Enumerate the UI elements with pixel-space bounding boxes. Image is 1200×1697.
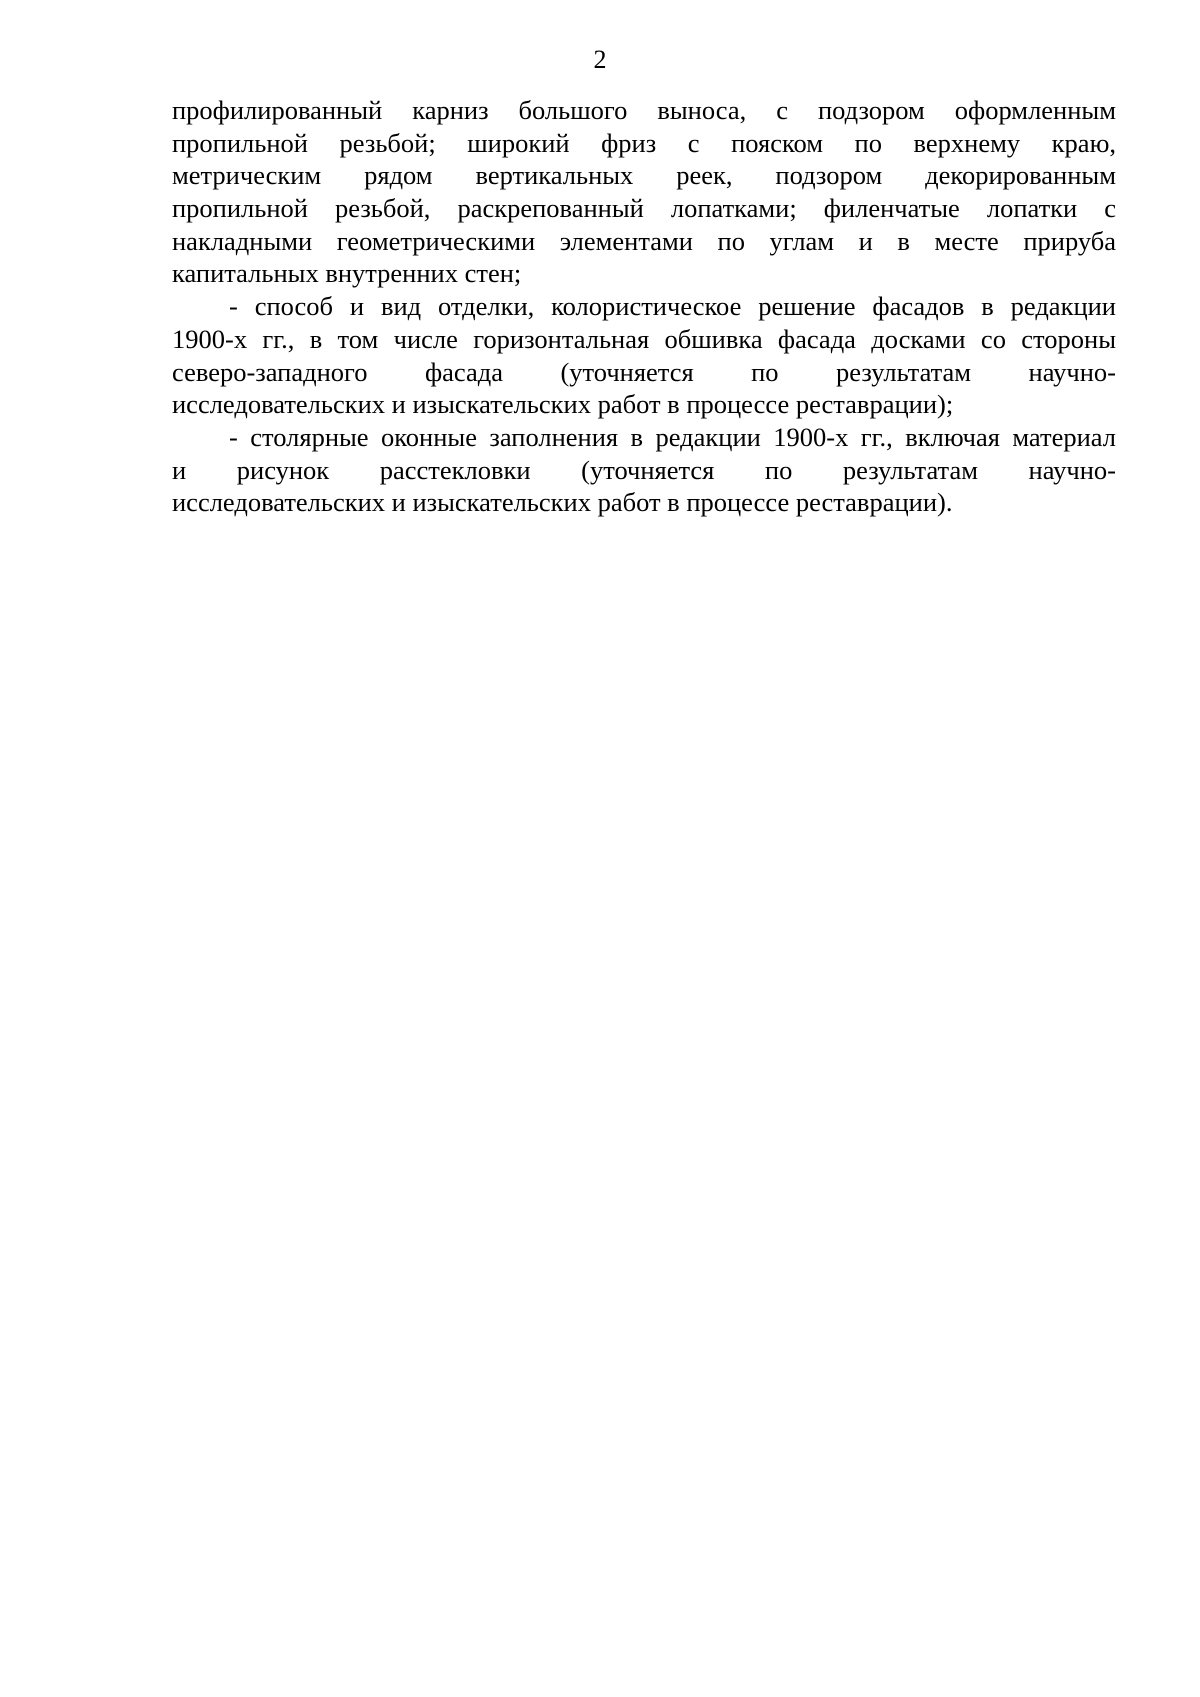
text-line: исследовательских и изыскательских работ в процессе реставрации); [172,389,954,420]
text-line: профилированный карниз большого выноса, с подзором оформленным [172,95,1116,125]
text-line: - столярные оконные заполнения в редакции 1900-х гг., включая материал [229,421,1116,452]
text-line: пропильной резьбой, раскрепованный лопатками; филенчатые лопатки с [172,193,1116,224]
text-line: 1900-х гг., в том числе горизонтальная обшивка фасада досками со стороны [172,323,1116,354]
text-line: и рисунок расстекловки (уточняется по результатам научно- [172,454,1116,485]
text-line: северо-западного фасада (уточняется по результатам научно- [172,356,1116,387]
paragraph-3 [172,421,1116,519]
text-line: пропильной резьбой; широкий фриз с пояском по верхнему краю, [172,127,1116,158]
text-line: метрическим рядом вертикальных реек, подзором декорированным [172,160,1116,191]
text-line: исследовательских и изыскательских работ в процессе реставрации). [172,487,953,518]
paragraph-2 [172,290,1116,421]
page-number: 2 [593,45,607,74]
document-body [172,94,1116,519]
paragraph-1 [172,94,1116,290]
text-line: - способ и вид отделки, колористическое решение фасадов в редакции [229,291,1116,322]
text-line: капитальных внутренних стен; [172,258,522,289]
text-line: накладными геометрическими элементами по углам и в месте прируба [172,225,1116,256]
